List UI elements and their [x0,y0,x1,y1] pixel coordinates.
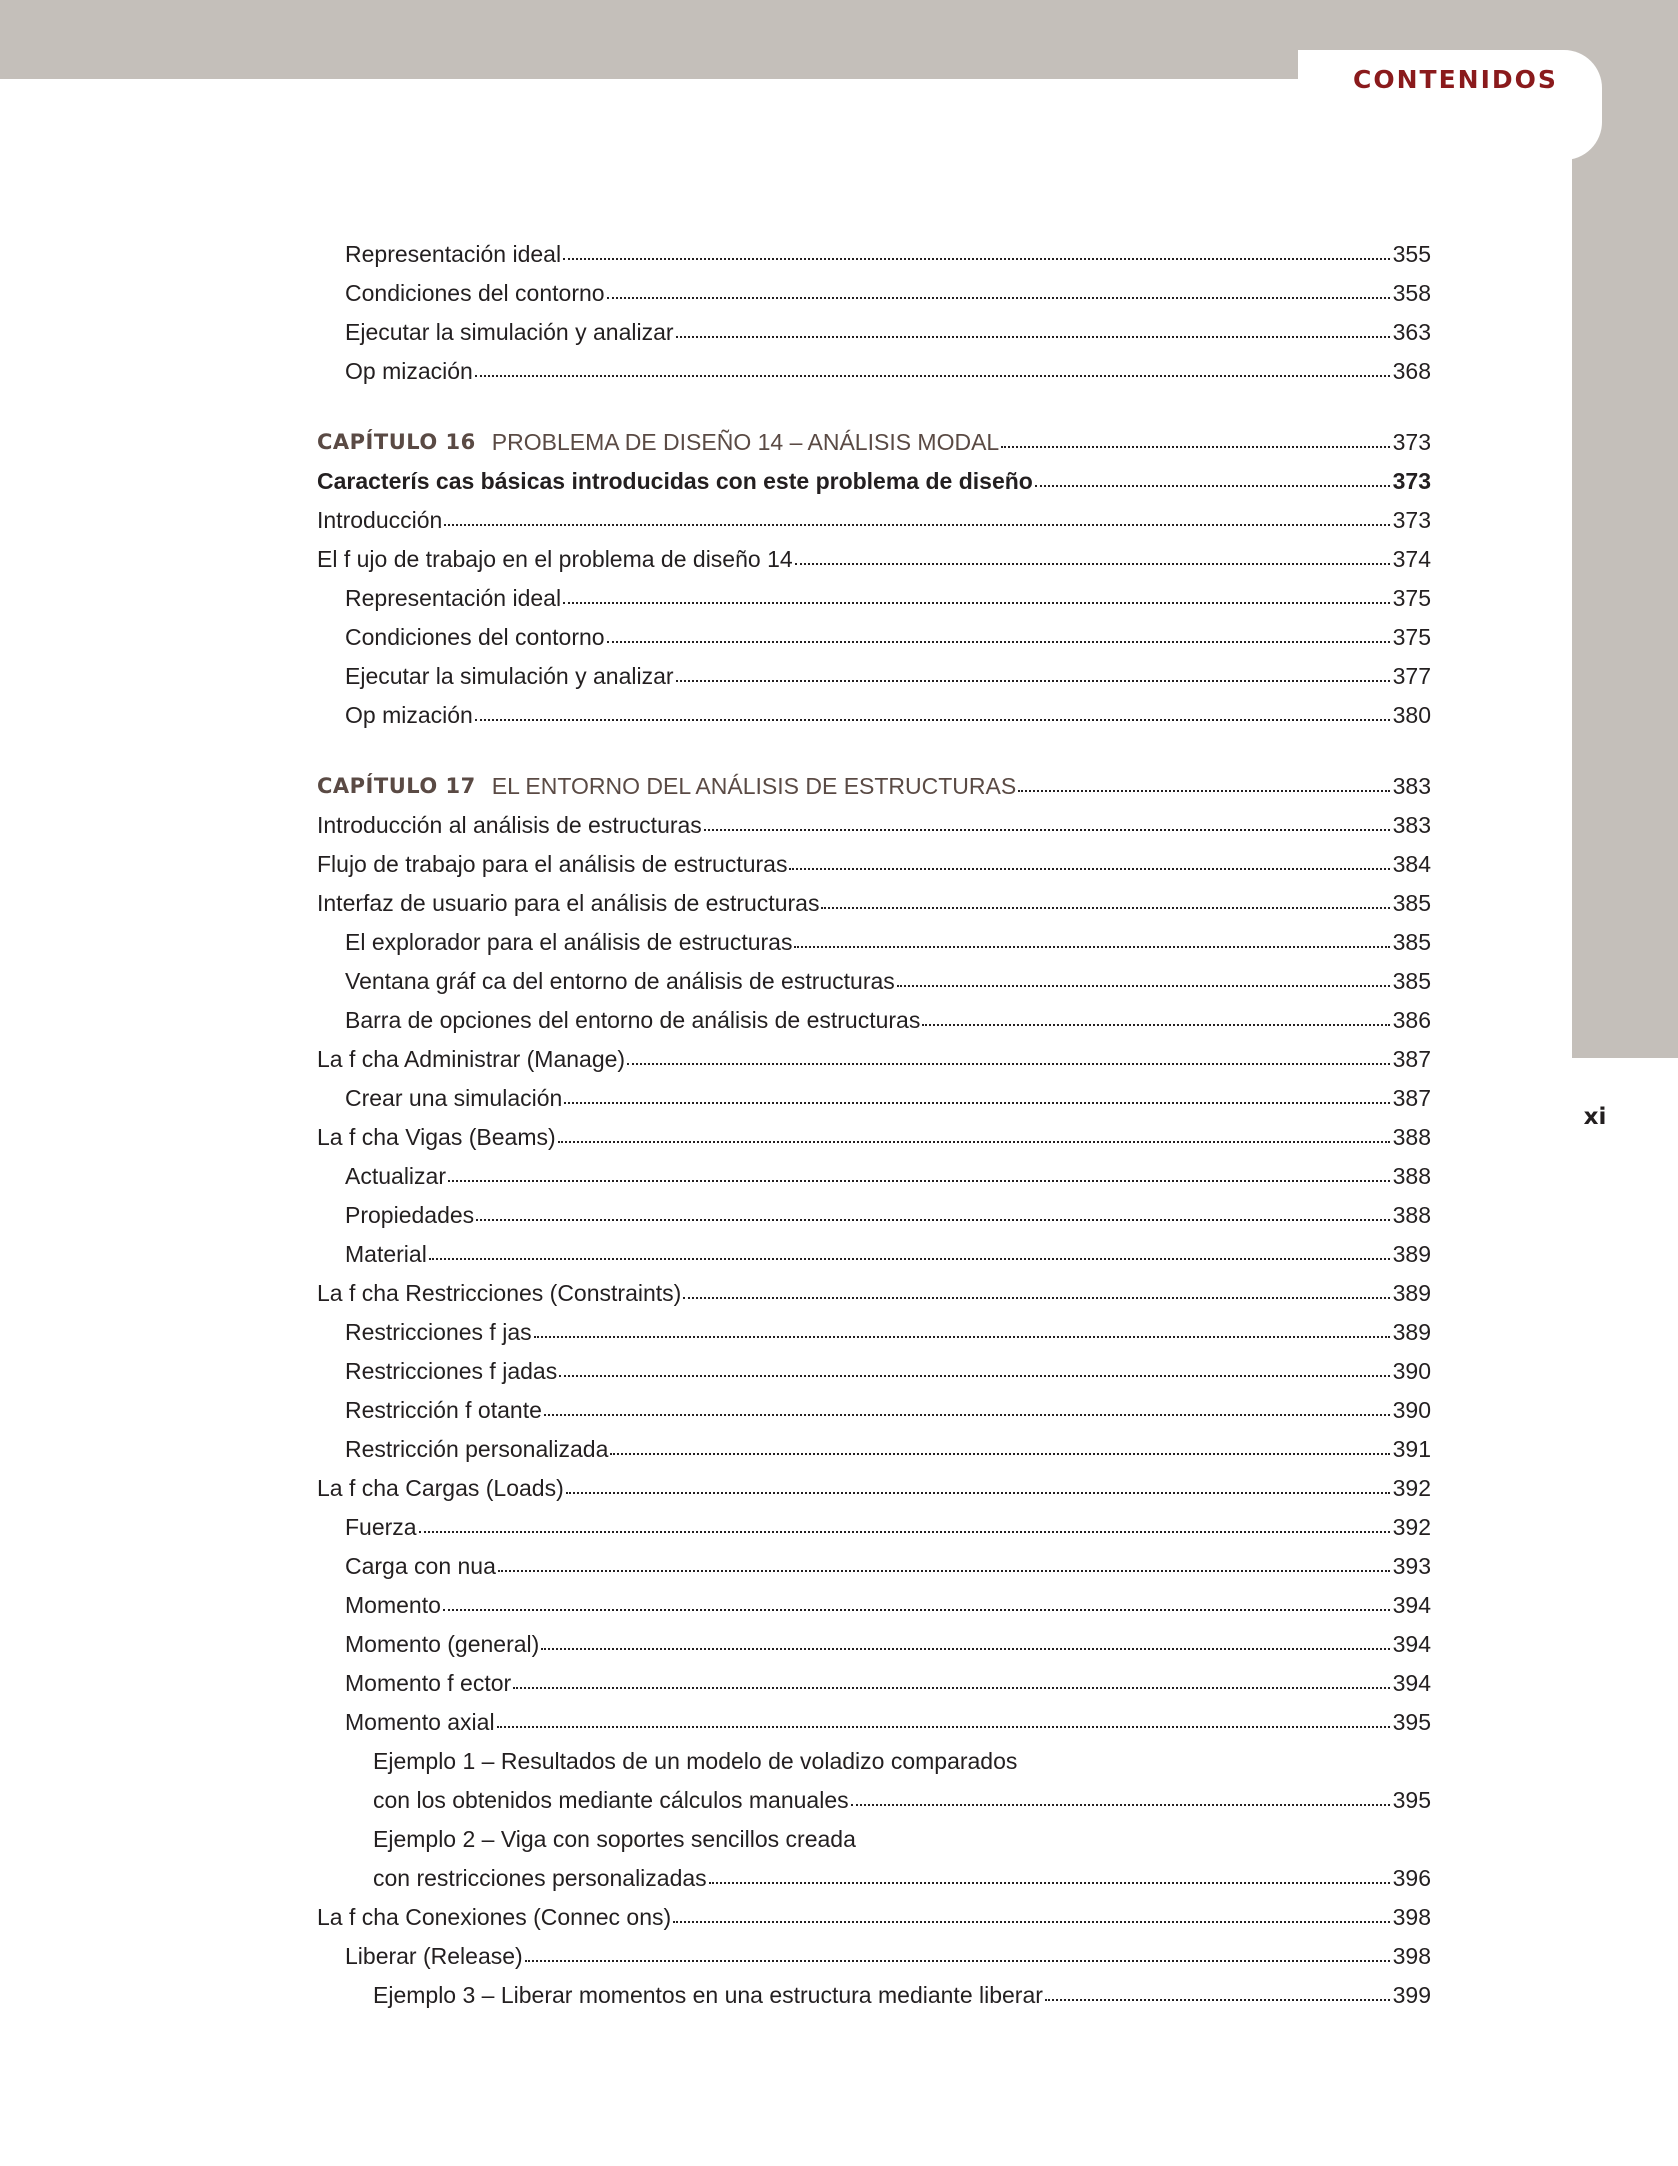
toc-page-number: 358 [1392,280,1431,306]
dot-leader [475,719,1390,721]
dot-leader [1045,1999,1390,2001]
dot-leader [513,1687,1389,1689]
dot-leader [475,375,1390,377]
toc-entry-title: El f ujo de trabajo en el problema de diseño 14 [317,546,793,572]
dot-leader [558,1141,1390,1143]
toc-entry-title: Restricción f otante [345,1397,542,1423]
toc-page-number: 387 [1392,1046,1431,1072]
toc-entry-title: La f cha Conexiones (Connec ons) [317,1904,672,1930]
toc-page-number: 388 [1392,1202,1431,1228]
toc-entry[interactable] [317,1269,1431,1308]
toc-entry[interactable] [317,996,1431,1035]
dot-leader [566,1492,1390,1494]
toc-entry-title: con restricciones personalizadas [373,1865,707,1891]
toc-entry[interactable] [317,1776,1431,1815]
dot-leader [559,1375,1389,1377]
dot-leader [897,985,1390,987]
table-of-contents [317,230,1431,2010]
toc-entry[interactable] [317,840,1431,879]
toc-page-number: 373 [1392,468,1431,494]
toc-page-number: 392 [1392,1475,1431,1501]
toc-page-number: 363 [1392,319,1431,345]
toc-entry-title: EL ENTORNO DEL ANÁLISIS DE ESTRUCTURAS [491,773,1017,799]
section-label: CONTENIDOS [1353,65,1558,94]
toc-entry-title: Carga con nua [345,1553,496,1579]
toc-entry-title: Restricciones f jas [345,1319,532,1345]
dot-leader [676,680,1390,682]
dot-leader [1001,446,1389,448]
toc-entry-title: Introducción [317,507,443,533]
toc-entry[interactable] [317,1347,1431,1386]
toc-page-number: 389 [1392,1241,1431,1267]
toc-entry-title: Ejecutar la simulación y analizar [345,319,674,345]
dot-leader [676,336,1390,338]
toc-entry-title: Restricciones f jadas [345,1358,558,1384]
dot-leader [607,297,1390,299]
toc-entry[interactable] [317,496,1431,535]
toc-page-number: 395 [1392,1709,1431,1735]
toc-entry-title: La f cha Restricciones (Constraints) [317,1280,682,1306]
toc-chapter-16[interactable] [317,418,1431,457]
toc-page-number: 388 [1392,1163,1431,1189]
toc-entry[interactable] [317,1737,1431,1776]
dot-leader [419,1531,1390,1533]
toc-page-number: 393 [1392,1553,1431,1579]
toc-page-number: 394 [1392,1631,1431,1657]
toc-entry-title: La f cha Administrar (Manage) [317,1046,626,1072]
toc-entry-title: Ejecutar la simulación y analizar [345,663,674,689]
dot-leader [525,1960,1390,1962]
toc-entry[interactable] [317,1152,1431,1191]
toc-entry-title: Momento [345,1592,441,1618]
toc-entry[interactable] [317,1620,1431,1659]
toc-entry-title: Flujo de trabajo para el análisis de estructuras [317,851,788,877]
toc-page-number: 386 [1392,1007,1431,1033]
toc-entry-title: Fuerza [345,1514,417,1540]
toc-entry-title: Propiedades [345,1202,475,1228]
toc-entry-title: El explorador para el análisis de estructuras [345,929,793,955]
toc-entry[interactable] [317,230,1431,269]
toc-entry[interactable] [317,457,1431,496]
toc-entry[interactable] [317,1659,1431,1698]
toc-entry[interactable] [317,1893,1431,1932]
toc-entry-title: Ventana gráf ca del entorno de análisis de estructuras [345,968,895,994]
toc-page-number: 380 [1392,702,1431,728]
toc-entry[interactable] [317,269,1431,308]
toc-entry-title: Ejemplo 1 – Resultados de un modelo de voladizo comparados [373,1748,1018,1774]
dot-leader [627,1063,1390,1065]
toc-page-number: 389 [1392,1280,1431,1306]
toc-entry-title: La f cha Vigas (Beams) [317,1124,556,1150]
dot-leader [610,1453,1389,1455]
toc-entry[interactable] [317,1698,1431,1737]
toc-page-number: 398 [1392,1943,1431,1969]
toc-entry[interactable] [317,613,1431,652]
dot-leader [795,563,1390,565]
toc-page-number: 389 [1392,1319,1431,1345]
toc-page-number: 390 [1392,1397,1431,1423]
toc-page-number: 355 [1392,241,1431,267]
dot-leader [607,641,1390,643]
toc-chapter-17[interactable] [317,762,1431,801]
toc-entry[interactable] [317,1113,1431,1152]
toc-page-number: 374 [1392,546,1431,572]
toc-page-number: 373 [1392,429,1431,455]
toc-page-number: 388 [1392,1124,1431,1150]
dot-leader [794,946,1389,948]
toc-entry-title: Ejemplo 2 – Viga con soportes sencillos creada [373,1826,856,1852]
dot-leader [821,907,1389,909]
dot-leader [564,1102,1389,1104]
dot-leader [541,1648,1389,1650]
chapter-label: CAPÍTULO 17 [317,774,476,798]
toc-entry-title: Caracterís cas básicas introducidas con este problema de diseño [317,468,1033,494]
toc-page-number: 377 [1392,663,1431,689]
toc-entry[interactable] [317,691,1431,730]
toc-entry[interactable] [317,1035,1431,1074]
dot-leader [443,1609,1390,1611]
toc-entry[interactable] [317,1425,1431,1464]
dot-leader [563,258,1390,260]
dot-leader [683,1297,1389,1299]
dot-leader [497,1726,1390,1728]
dot-leader [709,1882,1390,1884]
toc-entry-title: Representación ideal [345,585,562,611]
toc-page-number: 385 [1392,968,1431,994]
toc-entry[interactable] [317,1386,1431,1425]
toc-page-number: 375 [1392,585,1431,611]
toc-entry-title: Ejemplo 3 – Liberar momentos en una estructura mediante liberar [373,1982,1043,2008]
toc-entry[interactable] [317,1230,1431,1269]
dot-leader [1035,485,1390,487]
toc-page-number: 394 [1392,1592,1431,1618]
toc-entry-title: Momento f ector [345,1670,512,1696]
toc-entry[interactable] [317,1464,1431,1503]
page-number: xi [1583,1104,1607,1130]
dot-leader [673,1921,1389,1923]
toc-page-number: 392 [1392,1514,1431,1540]
toc-entry-title: PROBLEMA DE DISEÑO 14 – ANÁLISIS MODAL [491,429,1000,455]
toc-entry-title: Interfaz de usuario para el análisis de estructuras [317,890,820,916]
toc-entry-title: La f cha Cargas (Loads) [317,1475,564,1501]
toc-entry[interactable] [317,535,1431,574]
toc-page-number: 368 [1392,358,1431,384]
toc-entry[interactable] [317,801,1431,840]
side-band [1572,79,1678,1058]
toc-page-number: 398 [1392,1904,1431,1930]
toc-entry[interactable] [317,879,1431,918]
toc-entry[interactable] [317,308,1431,347]
toc-entry[interactable] [317,1971,1431,2010]
dot-leader [544,1414,1390,1416]
toc-entry[interactable] [317,1308,1431,1347]
toc-page-number: 383 [1392,812,1431,838]
toc-page-number: 373 [1392,507,1431,533]
toc-entry[interactable] [317,1503,1431,1542]
toc-entry-title: Op mización [345,358,473,384]
toc-entry[interactable] [317,1815,1431,1854]
toc-page-number: 387 [1392,1085,1431,1111]
chapter-label: CAPÍTULO 16 [317,430,476,454]
toc-entry[interactable] [317,1854,1431,1893]
toc-page-number: 375 [1392,624,1431,650]
toc-page-number: 395 [1392,1787,1431,1813]
toc-entry-title: Momento (general) [345,1631,540,1657]
toc-entry-title: Actualizar [345,1163,446,1189]
toc-entry-title: Material [345,1241,427,1267]
toc-page-number: 396 [1392,1865,1431,1891]
toc-entry-title: Representación ideal [345,241,562,267]
toc-entry[interactable] [317,574,1431,613]
toc-entry[interactable] [317,1074,1431,1113]
toc-entry[interactable] [317,1191,1431,1230]
dot-leader [1018,790,1389,792]
dot-leader [448,1180,1390,1182]
dot-leader [498,1570,1390,1572]
toc-page-number: 390 [1392,1358,1431,1384]
toc-entry[interactable] [317,1542,1431,1581]
toc-entry[interactable] [317,347,1431,386]
toc-page-number: 385 [1392,890,1431,916]
toc-page-number: 384 [1392,851,1431,877]
dot-leader [429,1258,1390,1260]
dot-leader [789,868,1389,870]
dot-leader [563,602,1390,604]
toc-entry-title: Condiciones del contorno [345,280,605,306]
toc-entry-title: Condiciones del contorno [345,624,605,650]
dot-leader [922,1024,1389,1026]
toc-entry-title: Op mización [345,702,473,728]
dot-leader [704,829,1390,831]
dot-leader [851,1804,1390,1806]
toc-entry-title: con los obtenidos mediante cálculos manuales [373,1787,849,1813]
toc-page-number: 399 [1392,1982,1431,2008]
toc-entry-title: Barra de opciones del entorno de análisis de estructuras [345,1007,921,1033]
toc-page-number: 391 [1392,1436,1431,1462]
toc-entry-title: Introducción al análisis de estructuras [317,812,702,838]
toc-page-number: 383 [1392,773,1431,799]
toc-entry[interactable] [317,1932,1431,1971]
toc-entry[interactable] [317,652,1431,691]
toc-entry-title: Restricción personalizada [345,1436,609,1462]
toc-entry[interactable] [317,918,1431,957]
toc-page-number: 385 [1392,929,1431,955]
toc-page-number: 394 [1392,1670,1431,1696]
toc-entry-title: Momento axial [345,1709,495,1735]
toc-entry-title: Crear una simulación [345,1085,563,1111]
toc-entry[interactable] [317,957,1431,996]
toc-entry[interactable] [317,1581,1431,1620]
dot-leader [534,1336,1390,1338]
toc-entry-title: Liberar (Release) [345,1943,523,1969]
dot-leader [476,1219,1389,1221]
dot-leader [444,524,1389,526]
